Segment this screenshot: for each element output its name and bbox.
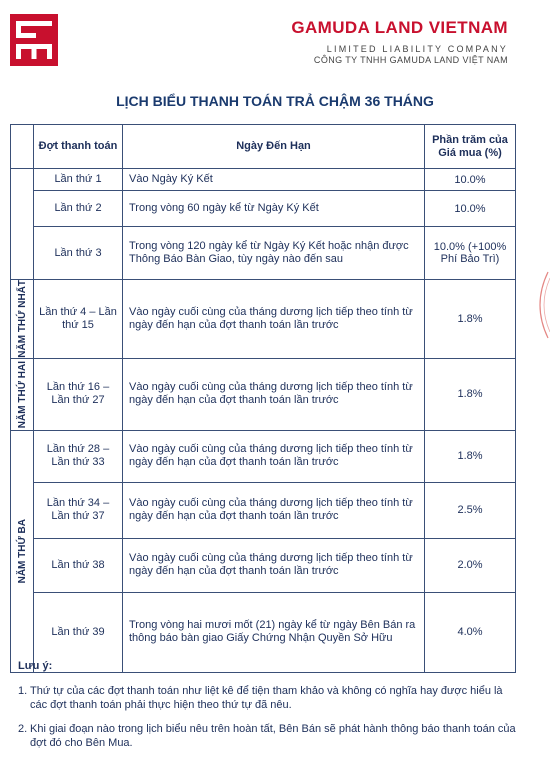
note-item [18, 722, 518, 750]
installment-cell: Lần thứ 16 – Lần thứ 27 [34, 358, 123, 430]
due-cell: Vào ngày cuối cùng của tháng dương lịch tiếp theo tính từ ngày đến hạn của đợt thanh toán lần trước [123, 358, 425, 430]
due-cell: Trong vòng 120 ngày kể từ Ngày Ký Kết hoặc nhận được Thông Báo Bàn Giao, tùy ngày nào đến sau [123, 227, 425, 280]
due-column-header: Ngày Đến Hạn [123, 125, 425, 169]
table-row [11, 191, 516, 227]
year-label: NĂM THỨ NHẤT [16, 280, 28, 358]
note-number: 2. [18, 723, 28, 735]
year-label: NĂM THỨ BA [16, 519, 28, 584]
percent-cell: 2.5% [425, 482, 516, 538]
percent-cell: 10.0% [425, 191, 516, 227]
installment-cell: Lần thứ 4 – Lần thứ 15 [34, 280, 123, 359]
note-item [18, 684, 518, 712]
table-row [11, 538, 516, 592]
company-subtitle: LIMITED LIABILITY COMPANY [326, 44, 508, 54]
table-row [11, 430, 516, 482]
year-cell [11, 430, 34, 672]
note-text: Khi giai đoạn nào trong lịch biểu nêu trên hoàn tất, Bên Bán sẽ phát hành thông báo thanh toán của đợt đó cho Bên Mua. [30, 723, 516, 749]
note-text: Thứ tự của các đợt thanh toán như liệt kê để tiện tham khảo và không có nghĩa hay được hiểu là các đợt thanh toán phải thực hiện theo thứ tự đã nêu. [30, 685, 503, 711]
note-number: 1. [18, 685, 28, 697]
table-row [11, 169, 516, 191]
due-cell: Vào ngày cuối cùng của tháng dương lịch tiếp theo tính từ ngày đến hạn của đợt thanh toán lần trước [123, 280, 425, 359]
due-cell: Trong vòng hai mươi mốt (21) ngày kể từ ngày Bên Bán ra thông báo bàn giao Giấy Chứng Nhận Quyền Sở Hữu [123, 592, 425, 672]
installment-cell: Lần thứ 2 [34, 191, 123, 227]
due-cell: Vào Ngày Ký Kết [123, 169, 425, 191]
stamp-mark [528, 270, 550, 340]
company-subtitle-vn: CÔNG TY TNHH GAMUDA LAND VIỆT NAM [313, 55, 508, 65]
installment-cell: Lần thứ 38 [34, 538, 123, 592]
percent-cell: 1.8% [425, 280, 516, 359]
table-row [11, 227, 516, 280]
table-row [11, 482, 516, 538]
year-label: NĂM THỨ HAI [16, 360, 28, 428]
notes-heading: Lưu ý: [18, 660, 53, 672]
payment-schedule-table [10, 124, 516, 673]
document-title: LỊCH BIỂU THANH TOÁN TRẢ CHẬM 36 THÁNG [116, 93, 434, 109]
installment-cell: Lần thứ 1 [34, 169, 123, 191]
notes-section [18, 660, 518, 760]
percent-cell: 10.0% [425, 169, 516, 191]
year-column-header [11, 125, 34, 169]
due-cell: Vào ngày cuối cùng của tháng dương lịch tiếp theo tính từ ngày đến hạn của đợt thanh toán lần trước [123, 482, 425, 538]
percent-column-header: Phần trăm của Giá mua (%) [425, 125, 516, 169]
company-name: GAMUDA LAND VIETNAM [291, 18, 508, 37]
year-cell [11, 358, 34, 430]
due-cell: Vào ngày cuối cùng của tháng dương lịch tiếp theo tính từ ngày đến hạn của đợt thanh toán lần trước [123, 430, 425, 482]
percent-cell: 4.0% [425, 592, 516, 672]
due-cell: Vào ngày cuối cùng của tháng dương lịch tiếp theo tính từ ngày đến hạn của đợt thanh toán lần trước [123, 538, 425, 592]
company-logo [10, 14, 58, 66]
company-header [291, 18, 508, 65]
installment-column-header: Đợt thanh toán [34, 125, 123, 169]
year-cell-empty [11, 169, 34, 280]
year-cell [11, 280, 34, 359]
installment-cell: Lần thứ 3 [34, 227, 123, 280]
percent-cell: 1.8% [425, 430, 516, 482]
installment-cell: Lần thứ 39 [34, 592, 123, 672]
percent-cell: 10.0% (+100% Phí Bảo Trì) [425, 227, 516, 280]
table-header-row [11, 125, 516, 169]
table-row [11, 358, 516, 430]
percent-cell: 2.0% [425, 538, 516, 592]
installment-cell: Lần thứ 34 – Lần thứ 37 [34, 482, 123, 538]
percent-cell: 1.8% [425, 358, 516, 430]
installment-cell: Lần thứ 28 – Lần thứ 33 [34, 430, 123, 482]
due-cell: Trong vòng 60 ngày kể từ Ngày Ký Kết [123, 191, 425, 227]
table-row [11, 280, 516, 359]
